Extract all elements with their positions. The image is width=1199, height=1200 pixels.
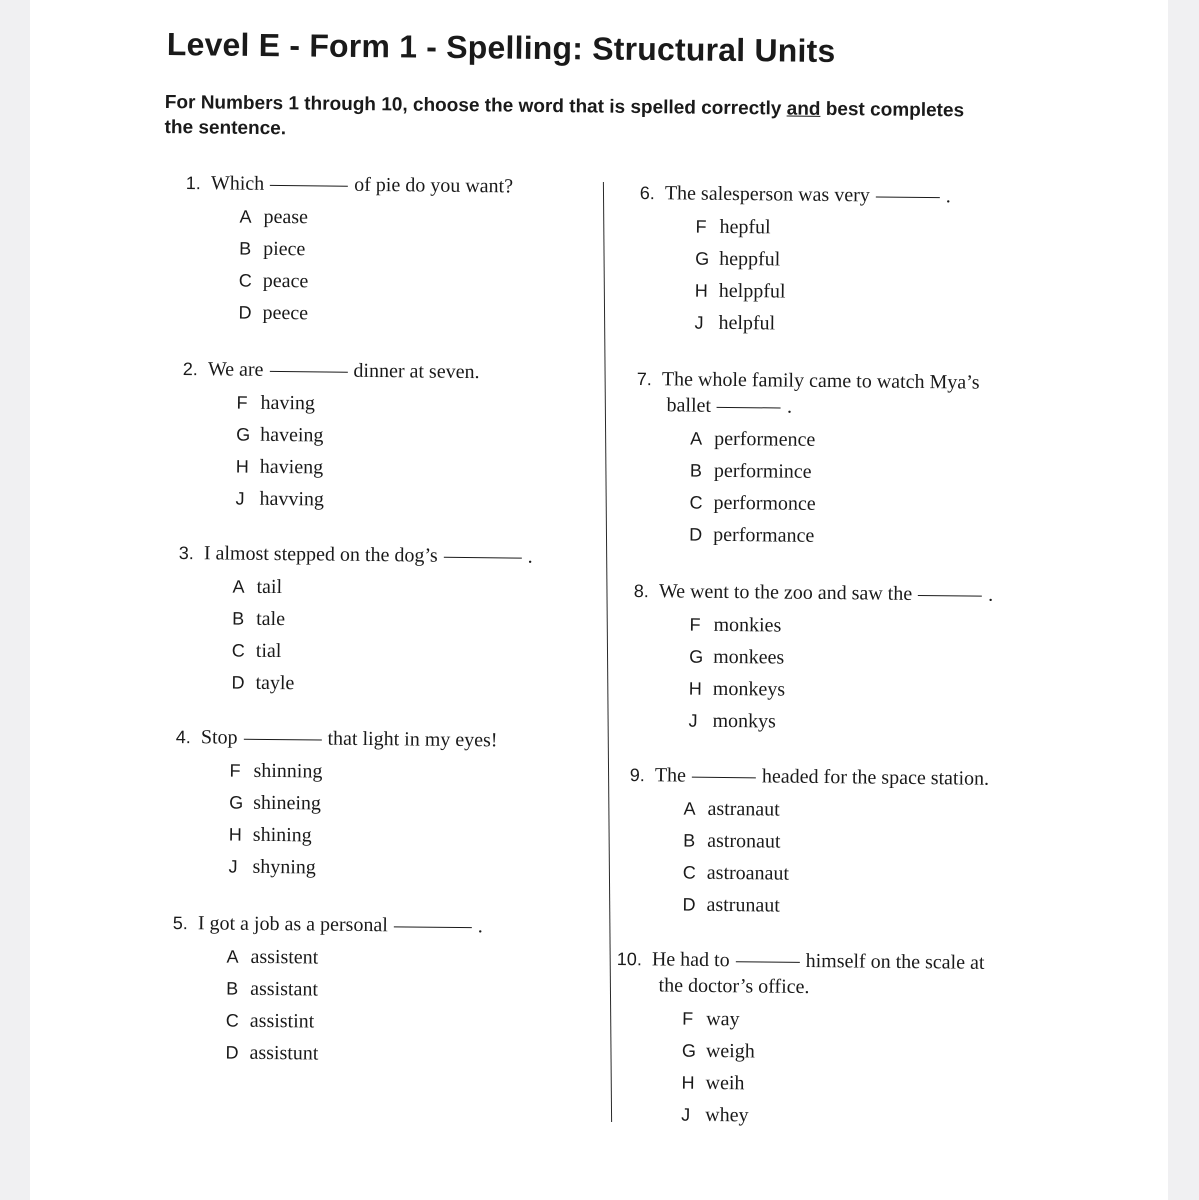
question-5 [171,910,483,1071]
option-letter: G [681,1040,697,1061]
answer-option[interactable] [232,603,532,638]
answer-option[interactable] [681,1099,983,1134]
question-3 [177,540,533,702]
question-stem [630,762,990,792]
question-stem [179,540,533,570]
option-text: hepful [719,215,771,239]
question-stem [637,366,980,396]
answer-option[interactable] [683,857,989,892]
answer-blank [717,407,781,409]
option-text: astronaut [707,829,781,853]
question-6 [638,180,951,341]
option-text: haveing [260,423,324,447]
question-7 [635,366,980,554]
option-text: shineing [253,791,322,815]
instructions-underlined-word: and [786,98,821,120]
answer-option[interactable] [690,423,979,458]
option-letter: G [695,248,710,269]
option-text: assistint [249,1009,315,1033]
answer-option[interactable] [228,851,496,886]
question-2 [181,356,479,517]
stem-text-line2: the doctor’s office. [658,974,810,999]
question-stem [183,356,480,385]
option-letter: D [682,894,696,915]
answer-option[interactable] [229,787,497,822]
option-letter: F [689,614,701,635]
option-text: way [706,1007,740,1031]
option-text: havieng [259,455,324,479]
answer-options [688,609,993,740]
answer-option[interactable] [229,755,497,790]
option-letter: H [694,280,708,301]
option-letter: B [689,460,703,481]
answer-options [231,571,532,702]
stem-text-after: himself on the scale at [805,949,985,974]
option-text: tayle [255,671,295,695]
answer-option[interactable] [239,265,513,300]
stem-text-before: I got a job as a personal [197,912,388,937]
answer-options [228,755,497,886]
answer-option[interactable] [688,705,992,740]
option-letter: G [229,792,244,813]
option-text: peece [262,301,309,325]
answer-option[interactable] [681,1067,983,1102]
option-text: weih [705,1071,745,1095]
question-stem [186,170,513,199]
option-letter: H [235,456,249,477]
answer-blank [394,926,472,928]
answer-option[interactable] [226,973,482,1008]
answer-option[interactable] [689,673,993,708]
answer-option[interactable] [690,455,979,490]
answer-options [681,1003,984,1134]
option-text: tale [256,607,286,631]
answer-option[interactable] [683,825,989,860]
option-text: assistent [250,945,319,969]
option-letter: A [683,798,696,819]
question-stem [176,724,498,753]
stem-text-after: . [945,185,951,208]
option-text: performance [713,523,815,547]
option-letter: D [238,302,252,323]
option-letter: C [689,492,703,513]
answer-blank [918,595,982,597]
answer-option[interactable] [226,941,482,976]
instructions-text-1: For Numbers 1 through 10, choose the word that is spelled correctly [164,91,787,120]
option-letter: F [682,1008,694,1029]
option-text: shining [252,823,312,847]
answer-option[interactable] [689,487,978,522]
option-letter: G [689,646,704,667]
option-text: monkies [713,613,782,637]
option-letter: A [239,206,252,227]
stem-text-before: Which [210,172,265,195]
stem-text-before: We went to the zoo and saw the [658,580,913,605]
option-letter: C [238,270,252,291]
question-number: 3. [178,542,194,564]
answer-option[interactable] [226,1005,482,1040]
answer-option[interactable] [235,483,478,518]
answer-option[interactable] [683,793,989,828]
stem-text-before: We are [207,358,264,381]
question-number: 9. [629,764,645,786]
option-letter: C [231,640,245,661]
option-text: performence [714,427,816,451]
question-9 [628,762,989,924]
answer-blank [692,777,756,779]
stem-text-after: of pie do you want? [354,173,514,198]
option-text: helpful [718,311,776,335]
stem-text-line2: ballet [666,394,712,417]
option-text: heppful [719,247,781,271]
option-letter: A [226,946,239,967]
answer-option[interactable] [695,211,950,246]
option-text: whey [705,1103,749,1127]
option-text: peace [262,269,309,293]
answer-option[interactable] [682,889,988,924]
option-text: assistant [250,977,319,1001]
answer-option[interactable] [231,667,531,702]
question-number: 7. [636,368,652,390]
answer-options [689,423,979,554]
option-text: shinning [253,759,323,783]
question-stem [617,946,985,976]
option-text: astranaut [707,797,780,821]
answer-options [235,387,479,518]
option-text: performince [713,459,812,483]
answer-option[interactable] [232,571,532,606]
option-letter: J [228,856,238,877]
option-letter: J [694,312,704,333]
option-text: monkees [713,645,785,669]
stem-text-before: The salesperson was very [664,182,870,207]
option-text: astroanaut [706,861,790,885]
answer-blank [270,185,348,187]
answer-option[interactable] [695,243,950,278]
answer-option[interactable] [694,307,949,342]
answer-option[interactable] [236,387,479,422]
option-letter: C [682,862,696,883]
option-text: performonce [713,491,816,515]
question-number: 6. [639,182,655,204]
option-text: weigh [705,1039,755,1063]
option-letter: F [229,760,241,781]
option-text: piece [263,237,306,261]
option-text: shyning [252,855,316,879]
option-text: tial [255,639,282,663]
option-letter: A [232,576,245,597]
answer-options [225,941,482,1072]
instructions [164,90,994,149]
stem-text-before: He had to [651,948,730,972]
question-stem [634,578,994,608]
option-text: havving [259,487,325,511]
answer-blank [876,196,940,198]
option-letter: C [225,1010,239,1031]
question-stem-continuation [658,972,984,1001]
option-letter: H [681,1072,695,1093]
stem-text-before: I almost stepped on the dog’s [203,542,438,567]
option-text: pease [263,205,309,229]
answer-option[interactable] [232,635,532,670]
option-letter: B [232,608,245,629]
answer-option[interactable] [236,451,479,486]
question-stem [173,910,483,939]
answer-option[interactable] [689,641,993,676]
question-number: 2. [182,358,198,380]
option-letter: J [681,1104,691,1125]
stem-text-after: that light in my eyes! [327,727,498,752]
answer-options [238,201,513,332]
question-stem [640,180,951,209]
option-letter: A [690,428,703,449]
option-text: monkeys [712,677,786,701]
option-text: helppful [718,279,786,303]
question-number: 10. [616,948,642,970]
answer-blank [444,557,522,559]
page-title: Level E - Form 1 - Spelling: Structural Units [166,26,836,70]
question-number: 5. [172,912,188,934]
answer-blank [736,961,800,963]
option-text: astrunaut [706,893,780,917]
question-10 [615,946,985,1134]
answer-option[interactable] [689,519,978,554]
answer-options [694,211,950,342]
stem-text-before: The whole family came to watch Mya’s [661,368,980,394]
answer-blank [244,739,322,741]
instructions-text-2: best completes the sentence. [164,98,965,140]
answer-blank [269,371,347,373]
option-text: having [260,391,316,415]
option-letter: D [231,672,245,693]
answer-option[interactable] [695,275,950,310]
option-text: tail [256,575,283,599]
question-number: 8. [633,580,649,602]
option-text: assistunt [249,1041,319,1065]
stem-text-after: dinner at seven. [353,359,480,384]
option-letter: B [239,238,252,259]
answer-option[interactable] [236,419,479,454]
answer-option[interactable] [689,609,993,644]
option-letter: B [226,978,239,999]
option-text: monkys [712,709,776,733]
question-4 [174,724,497,885]
option-letter: F [695,216,707,237]
stem-text-after: . [988,583,994,606]
answer-option[interactable] [239,201,513,236]
answer-options [682,793,989,924]
option-letter: B [683,830,696,851]
option-letter: J [688,710,698,731]
option-letter: G [236,424,251,445]
answer-option[interactable] [239,233,513,268]
option-letter: H [228,824,242,845]
option-letter: D [689,524,703,545]
answer-option[interactable] [229,819,497,854]
question-number: 4. [175,726,191,748]
stem-text-before: The [654,764,687,787]
stem-text-after: . [527,545,533,568]
answer-option[interactable] [238,297,512,332]
stem-text-after: . [477,915,483,938]
question-number: 1. [185,172,201,194]
option-letter: H [688,678,702,699]
answer-option[interactable] [682,1003,984,1038]
question-stem-continuation: ballet . [666,394,793,418]
answer-option[interactable] [682,1035,984,1070]
answer-option[interactable] [225,1037,481,1072]
stem-text-after: headed for the space station. [761,765,990,790]
stem-text-before: Stop [200,726,238,749]
option-letter: F [236,392,248,413]
option-letter: J [235,488,245,509]
question-1 [184,170,513,331]
option-letter: D [225,1042,239,1063]
question-8 [632,578,993,740]
